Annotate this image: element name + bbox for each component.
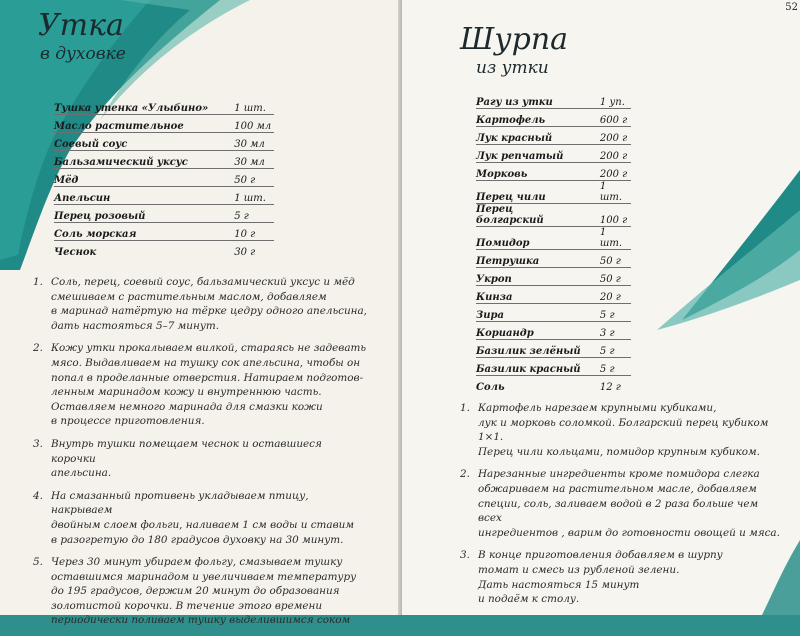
ingredient-quantity: 1 уп. [582,91,631,109]
ingredient-quantity: 50 г [582,250,631,268]
left-steps-list [33,275,368,636]
step-line: ленным маринадом кожу и внутреннюю часть. [51,386,322,399]
right-recipe-subtitle: из утки [476,58,549,78]
step-line: Внутрь тушки помещаем чеснок и оставшиеся корочки [51,437,322,465]
ingredient-row [54,241,274,259]
ingredient-name: Базилик зелёный [476,340,582,358]
step-line: Оставляем немного маринада для смазки кожи [51,400,323,413]
step-number: 4. [33,489,43,502]
left-recipe-title: Утка [38,8,124,43]
ingredient-quantity: 30 мл [216,151,274,169]
ingredient-row [54,97,274,115]
step-line: в процессе приготовления. [51,415,205,428]
ingredient-row [476,286,631,304]
ingredient-name: Соль [476,382,505,393]
right-recipe-title: Шурпа [460,22,569,57]
ingredient-name: Соевый соус [54,133,216,151]
ingredient-name: Перец розовый [54,205,216,223]
ingredient-name: Помидор [476,227,582,250]
step-line: Дать настояться 15 минут [478,578,640,591]
right-ingredients-table [476,91,631,393]
step-line: Соль, перец, соевый соус, бальзамический уксус и мёд [51,276,355,288]
ingredient-name: Кориандр [476,322,582,340]
ingredient-name: Перец чили [476,181,582,204]
step-line: попал в проделанные отверстия. Натираем подготов- [51,371,364,384]
step-number: 3. [33,437,43,450]
ingredient-row [476,163,631,181]
ingredient-name: Укроп [476,268,582,286]
ingredient-name: Петрушка [476,250,582,268]
recipe-step [33,437,368,481]
step-line: оставшимся маринадом и увеличиваем температуру [51,570,357,583]
ingredient-quantity: 5 г [582,358,631,376]
recipe-step [33,489,368,547]
ingredient-row [476,204,631,227]
ingredient-quantity: 1 шт. [216,187,274,205]
step-line: двойным слоем фольги, наливаем 1 см воды и ставим [51,518,354,531]
recipe-step [460,467,780,540]
ingredient-name: Апельсин [54,187,216,205]
ingredient-row [476,127,631,145]
ingredient-name: Лук репчатый [476,145,582,163]
step-number: 5. [33,556,43,569]
step-line: периодически поливаем тушку выделившимся соком [51,614,351,627]
ingredient-row [476,322,631,340]
ingredient-name: Тушка утенка «Улыбино» [54,97,216,115]
step-line: Нарезанные ингредиенты кроме помидора слегка [478,468,760,481]
ingredient-quantity: 100 мл [216,115,274,133]
ingredient-quantity: 1 шт. [582,181,631,204]
step-number: 2. [33,342,43,355]
page-number: 52 [785,2,798,13]
ingredient-row [54,205,274,223]
step-number: 1. [460,402,470,414]
step-line: смешиваем с растительным маслом, добавляем [51,290,327,303]
ingredient-quantity: 12 г [599,382,621,393]
step-line: апельсина. [51,467,112,480]
ingredient-row [54,187,274,205]
ingredient-row [476,376,631,394]
step-number: 2. [460,468,470,481]
ingredient-name: Бальзамический уксус [54,151,216,169]
ingredient-row [54,115,274,133]
step-line: ингредиентов , варим до готовности овощей и мяса. [478,526,780,539]
ingredient-row [476,91,631,109]
step-line: Перец чили кольцами, помидор крупным кубиком. [478,445,760,458]
ingredient-quantity: 1 шт. [582,227,631,250]
ingredient-name: Базилик красный [476,358,582,376]
step-line: В конце приготовления добавляем в шурпу [478,549,723,562]
ingredient-name: Масло растительное [54,115,216,133]
ingredient-row [476,304,631,322]
ingredient-name: Чеснок [54,247,97,258]
ingredient-row [476,250,631,268]
ingredient-name: Мёд [54,169,216,187]
ingredient-name: Перец болгарский [476,204,582,227]
step-line: На смазанный противень укладываем птицу, накрываем [51,489,309,517]
recipe-step [460,548,780,606]
left-page [0,0,400,627]
ingredient-name: Рагу из утки [476,91,582,109]
step-line: лук и морковь соломкой. Болгарский перец кубиком 1×1. [478,416,769,444]
recipe-step [460,401,780,459]
ingredient-row [54,223,274,241]
ingredient-row [54,151,274,169]
ingredient-quantity: 100 г [582,204,631,227]
recipe-step [33,555,368,628]
ingredient-row [54,133,274,151]
ingredient-quantity: 5 г [216,205,274,223]
ingredient-quantity: 200 г [582,127,631,145]
step-line: до 195 градусов, держим 20 минут до образования [51,585,340,598]
step-line: обжариваем на растительном масле, добавляем [478,482,757,495]
ingredient-quantity: 3 г [582,322,631,340]
step-number: 1. [33,276,43,288]
step-line: в разогретую до 180 градусов духовку на 30 минут. [51,533,344,546]
ingredient-row [476,340,631,358]
ingredient-quantity: 50 г [582,268,631,286]
right-page [402,0,800,615]
step-line: и подаём к столу. [478,593,580,606]
step-line: Через 30 минут убираем фольгу, смазываем тушку [51,556,343,569]
ingredient-row [476,358,631,376]
ingredient-quantity: 600 г [582,109,631,127]
recipe-step [33,275,368,333]
ingredient-name: Картофель [476,109,582,127]
ingredient-row [476,268,631,286]
step-line: специи, соль, заливаем водой в 2 раза больше чем всех [478,497,759,525]
ingredient-quantity: 50 г [216,169,274,187]
left-recipe-subtitle: в духовке [40,44,126,64]
step-line: Картофель нарезаем крупными кубиками, [478,402,717,414]
ingredient-quantity: 30 г [234,247,256,258]
ingredient-quantity: 30 мл [216,133,274,151]
recipe-step [33,341,368,429]
ingredient-name: Морковь [476,163,582,181]
step-line: Кожу утки прокалываем вилкой, стараясь не задевать [51,342,367,355]
ingredient-quantity: 20 г [582,286,631,304]
ingredient-row [476,109,631,127]
ingredient-quantity: 10 г [216,223,274,241]
step-line: мясо. Выдавливаем на тушку сок апельсина, чтобы он [51,356,361,369]
ingredient-quantity: 200 г [582,145,631,163]
step-line: томат и смесь из рубленой зелени. [478,563,680,576]
ingredient-row [476,227,631,250]
ingredient-name: Лук красный [476,127,582,145]
step-line: в маринад натёртую на тёрке цедру одного апельсина, [51,305,367,318]
step-line: золотистой корочки. В течение этого времени [51,599,323,612]
ingredient-quantity: 200 г [582,163,631,181]
step-line: дать настояться 5–7 минут. [51,319,220,332]
left-ingredients-table [54,97,274,258]
right-steps-list [460,401,780,615]
ingredient-row [476,181,631,204]
ingredient-row [54,169,274,187]
ingredient-name: Зира [476,304,582,322]
ingredient-name: Кинза [476,286,582,304]
ingredient-quantity: 5 г [582,340,631,358]
ingredient-name: Соль морская [54,223,216,241]
ingredient-row [476,145,631,163]
ingredient-quantity: 5 г [582,304,631,322]
step-number: 3. [460,549,470,562]
ingredient-quantity: 1 шт. [216,97,274,115]
